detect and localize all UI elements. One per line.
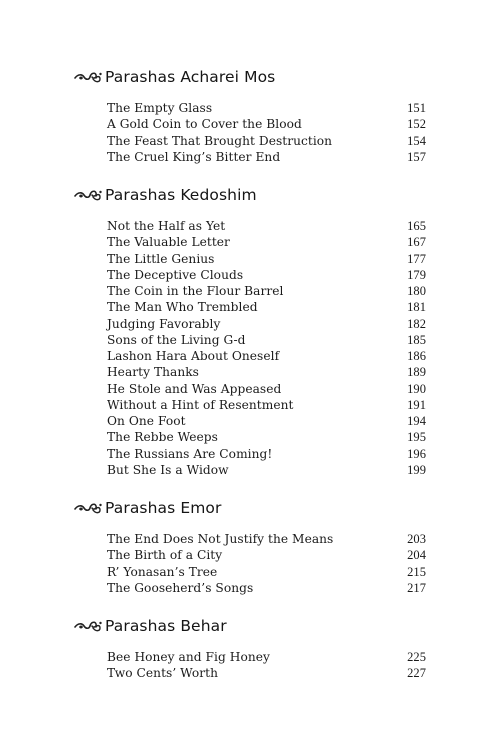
toc-section — [74, 182, 426, 478]
section-entries — [107, 649, 426, 682]
entry-title: Lashon Hara About Oneself — [107, 349, 280, 363]
entry-page-number: 217 — [407, 580, 426, 595]
entry-title: The Birth of a City — [107, 548, 223, 563]
section-heading — [74, 495, 426, 521]
section-title: Parashas Kedoshim — [105, 186, 257, 204]
fleuron-icon — [74, 70, 104, 84]
fleuron-icon — [74, 619, 104, 633]
toc-entry — [107, 283, 426, 299]
entry-title: Two Cents’ Worth — [107, 666, 219, 681]
entry-title: The Man Who Trembled — [107, 300, 258, 315]
section-heading — [74, 613, 426, 639]
entry-page-number: 154 — [407, 133, 426, 148]
fleuron-icon — [74, 188, 104, 202]
entry-title: A Gold Coin to Cover the Blood — [107, 117, 302, 132]
entry-page-number: 199 — [407, 462, 426, 477]
toc-entry — [107, 234, 426, 250]
entry-title: The Gooseherd’s Songs — [107, 580, 254, 595]
section-title: Parashas Emor — [105, 499, 222, 517]
toc-entry — [107, 149, 426, 165]
toc-entry — [107, 665, 426, 681]
entry-page-number: 157 — [407, 149, 426, 164]
entry-page-number: 196 — [407, 446, 426, 461]
entry-title: The Deceptive Clouds — [107, 267, 244, 282]
toc-entry — [107, 564, 426, 580]
toc-entry — [107, 251, 426, 267]
toc-entry — [107, 531, 426, 547]
table-of-contents — [74, 64, 426, 699]
entry-page-number: 185 — [407, 332, 426, 347]
toc-entry — [107, 381, 426, 397]
entry-title: But She Is a Widow — [107, 462, 229, 477]
entry-title: He Stole and Was Appeased — [107, 381, 282, 396]
entry-page-number: 195 — [407, 430, 426, 445]
entry-page-number: 203 — [407, 532, 426, 546]
entry-page-number: 181 — [407, 300, 426, 315]
toc-entry — [107, 364, 426, 380]
entry-title: Sons of the Living G-d — [107, 332, 246, 347]
entry-page-number: 180 — [407, 284, 426, 298]
entry-page-number: 189 — [407, 365, 426, 380]
fleuron-icon — [74, 501, 104, 515]
entry-page-number: 190 — [407, 381, 426, 396]
toc-entry — [107, 649, 426, 665]
entry-title: The Coin in the Flour Barrel — [107, 284, 284, 298]
section-title: Parashas Behar — [105, 617, 227, 635]
entry-title: Not the Half as Yet — [107, 219, 226, 233]
toc-section — [74, 613, 426, 682]
entry-title: The Empty Glass — [107, 101, 213, 115]
entry-page-number: 179 — [407, 267, 426, 282]
toc-entry — [107, 316, 426, 332]
entry-page-number: 225 — [407, 650, 426, 664]
entry-page-number: 215 — [407, 564, 426, 579]
entry-page-number: 165 — [407, 219, 426, 233]
toc-entry — [107, 547, 426, 563]
entry-title: The Valuable Letter — [107, 235, 230, 250]
toc-entry — [107, 413, 426, 429]
entry-title: The Rebbe Weeps — [107, 430, 218, 445]
entry-title: The Feast That Brought Destruction — [107, 133, 333, 148]
toc-section — [74, 64, 426, 165]
entry-page-number: 177 — [407, 251, 426, 266]
entry-title: The Little Genius — [107, 251, 215, 266]
toc-entry — [107, 580, 426, 596]
entry-page-number: 204 — [407, 548, 426, 563]
entry-page-number: 191 — [407, 397, 426, 412]
toc-entry — [107, 397, 426, 413]
toc-entry — [107, 100, 426, 116]
entry-page-number: 167 — [407, 235, 426, 250]
toc-entry — [107, 332, 426, 348]
toc-entry — [107, 133, 426, 149]
section-entries — [107, 218, 426, 478]
toc-entry — [107, 299, 426, 315]
section-entries — [107, 531, 426, 596]
section-entries — [107, 100, 426, 165]
toc-entry — [107, 218, 426, 234]
entry-title: The Cruel King’s Bitter End — [107, 149, 281, 164]
entry-page-number: 182 — [407, 316, 426, 331]
toc-entry — [107, 446, 426, 462]
toc-entry — [107, 267, 426, 283]
toc-section — [74, 495, 426, 596]
entry-page-number: 152 — [407, 117, 426, 132]
entry-title: The Russians Are Coming! — [107, 446, 273, 461]
entry-title: On One Foot — [107, 414, 186, 428]
section-heading — [74, 182, 426, 208]
entry-page-number: 227 — [407, 666, 426, 681]
toc-entry — [107, 348, 426, 364]
toc-entry — [107, 429, 426, 445]
entry-title: Bee Honey and Fig Honey — [107, 650, 270, 664]
entry-page-number: 186 — [407, 349, 426, 363]
entry-title: The End Does Not Justify the Means — [107, 532, 334, 546]
entry-title: Hearty Thanks — [107, 365, 199, 380]
entry-title: R’ Yonasan’s Tree — [107, 564, 218, 579]
section-title: Parashas Acharei Mos — [105, 68, 276, 86]
entry-page-number: 151 — [407, 101, 426, 115]
entry-title: Judging Favorably — [107, 316, 221, 331]
section-heading — [74, 64, 426, 90]
entry-title: Without a Hint of Resentment — [107, 397, 294, 412]
toc-entry — [107, 462, 426, 478]
entry-page-number: 194 — [407, 414, 426, 428]
toc-entry — [107, 116, 426, 132]
